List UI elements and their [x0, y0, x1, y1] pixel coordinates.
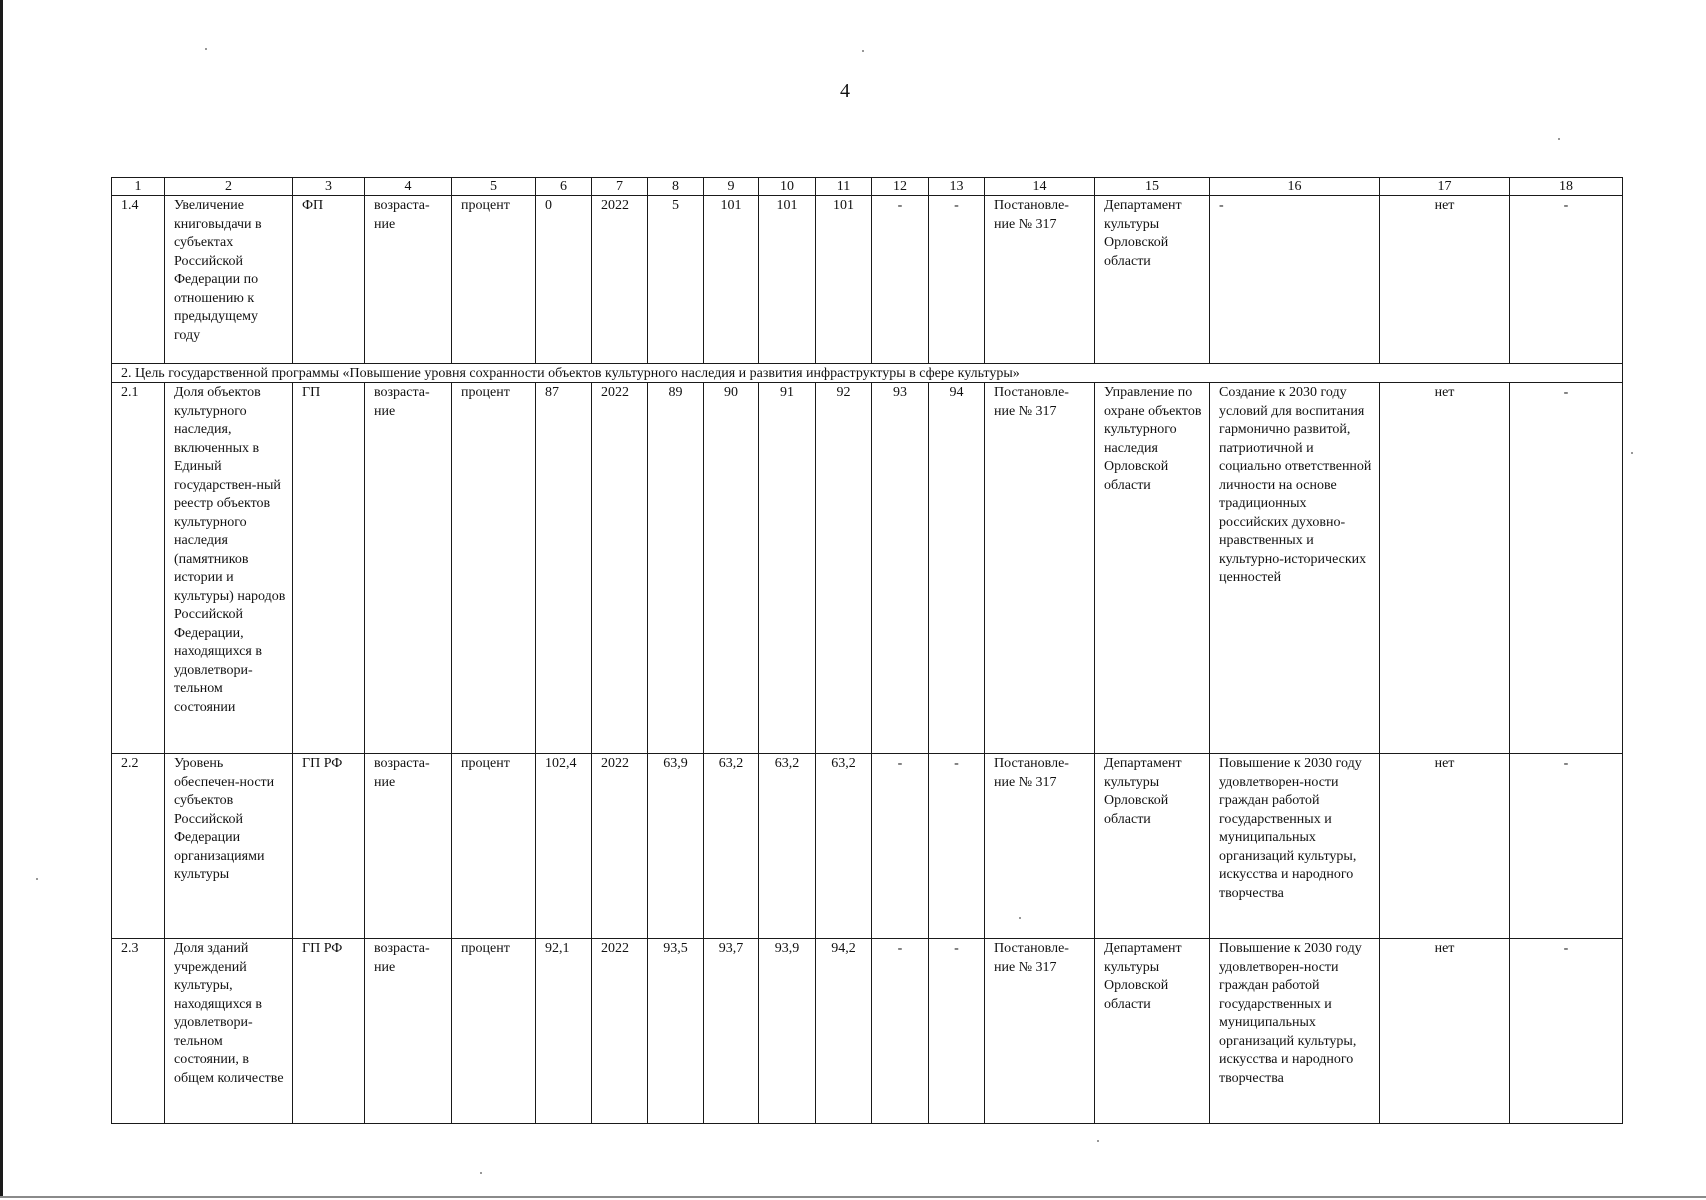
value-col-18: -	[1510, 939, 1623, 1124]
column-number-7: 7	[592, 178, 648, 196]
value-col-11: 94,2	[816, 939, 872, 1124]
page-number: 4	[840, 80, 850, 102]
column-number-11: 11	[816, 178, 872, 196]
base-year: 2022	[592, 383, 648, 754]
indicator-unit: процент	[452, 196, 536, 364]
indicator-unit: процент	[452, 754, 536, 939]
value-col-9: 90	[704, 383, 759, 754]
responsible-body: Управление по охране объектов культурного наследия Орловской области	[1095, 383, 1210, 754]
value-col-13: -	[929, 939, 985, 1124]
value-col-10: 101	[759, 196, 816, 364]
flag-col-17: нет	[1380, 939, 1510, 1124]
base-value: 102,4	[536, 754, 592, 939]
flag-col-17: нет	[1380, 196, 1510, 364]
column-number-3: 3	[293, 178, 365, 196]
column-number-6: 6	[536, 178, 592, 196]
column-number-17: 17	[1380, 178, 1510, 196]
value-col-10: 91	[759, 383, 816, 754]
value-col-8: 63,9	[648, 754, 704, 939]
indicator-trend: возраста-ние	[365, 196, 452, 364]
indicator-trend: возраста-ние	[365, 383, 452, 754]
national-goal-link: Повышение к 2030 году удовлетворен-ности граждан работой государственных и муниципальных организаций культуры, искусства и народного творчества	[1210, 754, 1380, 939]
national-goal-link: Повышение к 2030 году удовлетворен-ности граждан работой государственных и муниципальных организаций культуры, искусства и народного творчества	[1210, 939, 1380, 1124]
value-col-10: 63,2	[759, 754, 816, 939]
section-row-2	[112, 364, 1623, 383]
value-col-12: -	[872, 196, 929, 364]
table-row-2-3	[112, 939, 1623, 1124]
table-row-2-2	[112, 754, 1623, 939]
page-bottom-edge	[0, 1196, 1706, 1198]
base-value: 0	[536, 196, 592, 364]
value-col-13: -	[929, 754, 985, 939]
scan-speck	[480, 1172, 482, 1174]
value-col-8: 5	[648, 196, 704, 364]
base-year: 2022	[592, 196, 648, 364]
national-goal-link: Создание к 2030 году условий для воспитания гармонично развитой, патриотичной и социально ответственной личности на основе традиционных российских духовно-нравственных и культурно-исторических ценностей	[1210, 383, 1380, 754]
column-number-13: 13	[929, 178, 985, 196]
value-col-11: 63,2	[816, 754, 872, 939]
value-col-8: 89	[648, 383, 704, 754]
indicator-level: ГП	[293, 383, 365, 754]
value-col-9: 101	[704, 196, 759, 364]
table-header-row	[112, 178, 1623, 196]
table-row-1-4	[112, 196, 1623, 364]
indicator-name: Доля зданий учреждений культуры, находящихся в удовлетвори-тельном состоянии, в общем количестве	[165, 939, 293, 1124]
regulatory-document: Постановле-ние № 317	[985, 196, 1095, 364]
scan-speck	[205, 48, 207, 50]
indicator-level: ГП РФ	[293, 754, 365, 939]
scan-speck	[1097, 1140, 1099, 1142]
value-col-18: -	[1510, 383, 1623, 754]
indicator-unit: процент	[452, 383, 536, 754]
indicator-unit: процент	[452, 939, 536, 1124]
indicator-number: 2.1	[112, 383, 165, 754]
column-number-4: 4	[365, 178, 452, 196]
responsible-body: Департамент культуры Орловской области	[1095, 754, 1210, 939]
scan-speck	[1019, 917, 1021, 919]
scan-speck	[1558, 138, 1560, 140]
column-number-2: 2	[165, 178, 293, 196]
responsible-body: Департамент культуры Орловской области	[1095, 196, 1210, 364]
column-number-18: 18	[1510, 178, 1623, 196]
indicators-table	[111, 177, 1623, 1124]
base-value: 87	[536, 383, 592, 754]
indicator-level: ФП	[293, 196, 365, 364]
base-year: 2022	[592, 939, 648, 1124]
column-number-8: 8	[648, 178, 704, 196]
indicator-name: Доля объектов культурного наследия, включенных в Единый государствен-ный реестр объектов культурного наследия (памятников истории и культуры) народов Российской Федерации, находящихся в удовлетвори-тельном состоянии	[165, 383, 293, 754]
responsible-body: Департамент культуры Орловской области	[1095, 939, 1210, 1124]
flag-col-17: нет	[1380, 383, 1510, 754]
value-col-11: 101	[816, 196, 872, 364]
base-year: 2022	[592, 754, 648, 939]
column-number-15: 15	[1095, 178, 1210, 196]
value-col-10: 93,9	[759, 939, 816, 1124]
page-left-edge	[0, 0, 3, 1196]
column-number-5: 5	[452, 178, 536, 196]
regulatory-document: Постановле-ние № 317	[985, 939, 1095, 1124]
value-col-18: -	[1510, 196, 1623, 364]
value-col-13: -	[929, 196, 985, 364]
indicator-number: 2.3	[112, 939, 165, 1124]
value-col-9: 93,7	[704, 939, 759, 1124]
value-col-11: 92	[816, 383, 872, 754]
scan-speck	[1631, 452, 1633, 454]
regulatory-document: Постановле-ние № 317	[985, 754, 1095, 939]
indicator-name: Уровень обеспечен-ности субъектов Российской Федерации организациями культуры	[165, 754, 293, 939]
value-col-12: -	[872, 754, 929, 939]
scan-speck	[36, 878, 38, 880]
scan-speck	[862, 50, 864, 52]
flag-col-17: нет	[1380, 754, 1510, 939]
column-number-1: 1	[112, 178, 165, 196]
regulatory-document: Постановле-ние № 317	[985, 383, 1095, 754]
base-value: 92,1	[536, 939, 592, 1124]
indicator-trend: возраста-ние	[365, 939, 452, 1124]
indicator-name: Увеличение книговыдачи в субъектах Российской Федерации по отношению к предыдущему году	[165, 196, 293, 364]
indicator-level: ГП РФ	[293, 939, 365, 1124]
indicator-number: 2.2	[112, 754, 165, 939]
column-number-12: 12	[872, 178, 929, 196]
section-heading: 2. Цель государственной программы «Повышение уровня сохранности объектов культурного наследия и развития инфраструктуры в сфере культуры»	[112, 364, 1623, 383]
value-col-12: -	[872, 939, 929, 1124]
column-number-16: 16	[1210, 178, 1380, 196]
column-number-9: 9	[704, 178, 759, 196]
value-col-12: 93	[872, 383, 929, 754]
column-number-10: 10	[759, 178, 816, 196]
column-number-14: 14	[985, 178, 1095, 196]
value-col-9: 63,2	[704, 754, 759, 939]
indicator-number: 1.4	[112, 196, 165, 364]
value-col-8: 93,5	[648, 939, 704, 1124]
indicator-trend: возраста-ние	[365, 754, 452, 939]
table-row-2-1	[112, 383, 1623, 754]
value-col-13: 94	[929, 383, 985, 754]
national-goal-link: -	[1210, 196, 1380, 364]
value-col-18: -	[1510, 754, 1623, 939]
